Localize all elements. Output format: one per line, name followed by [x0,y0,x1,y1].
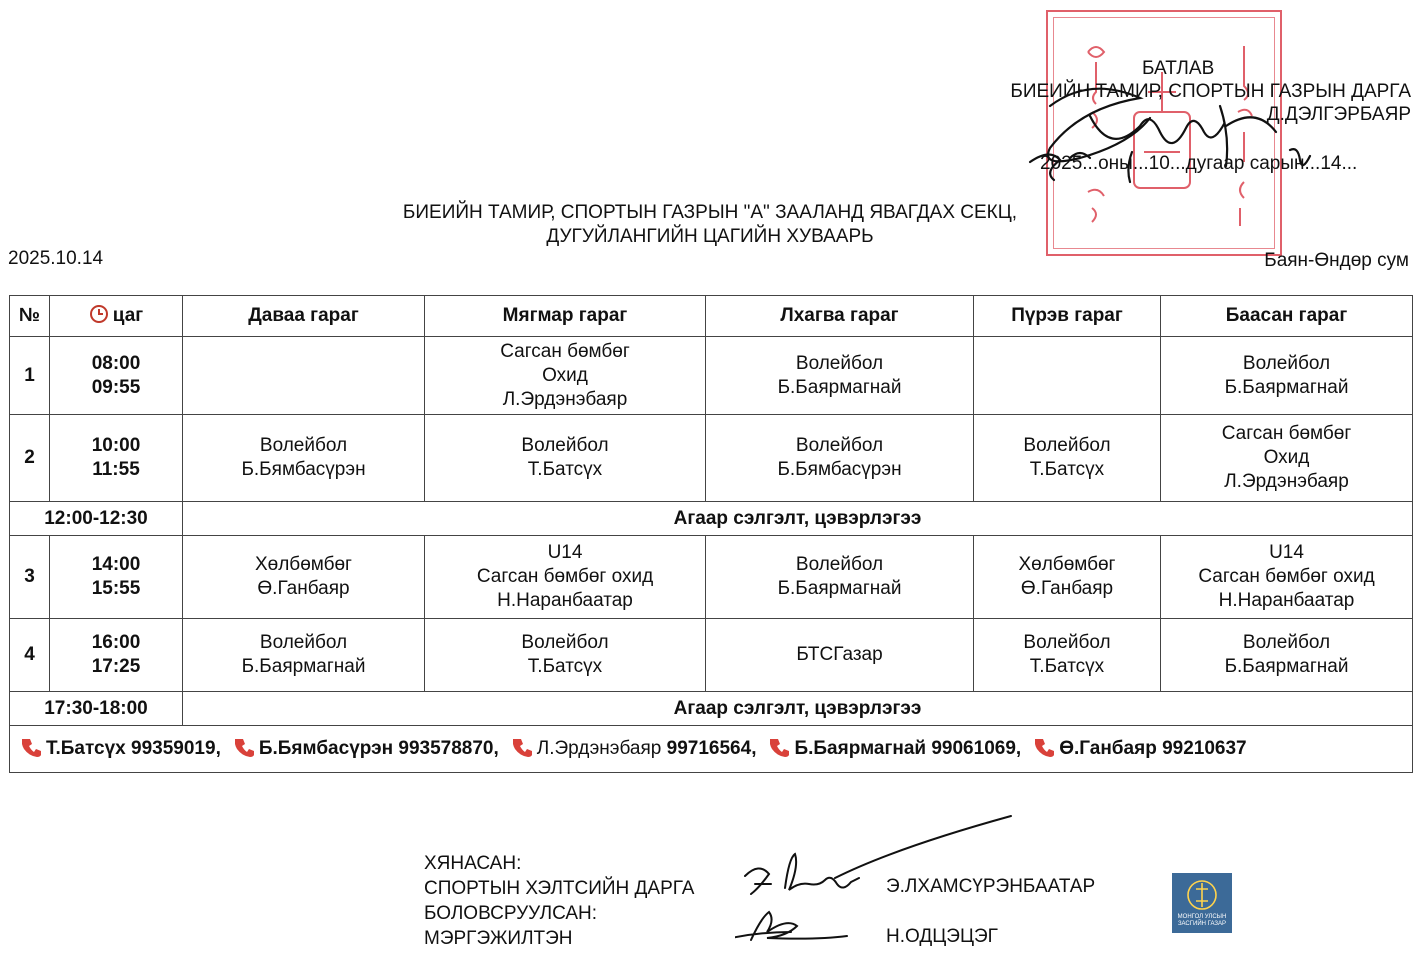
contact-separator: , [1015,738,1022,759]
time-end: 15:55 [91,578,141,599]
phone-icon [1035,737,1055,757]
footer-block [424,851,694,951]
time-slot [50,337,183,415]
approval-position: БИЕИЙН ТАМИР, СПОРТЫН ГАЗРЫН ДАРГА [1010,81,1411,102]
contact-name: Т.Батсүх [46,738,126,759]
cell-line: Б.Баярмагнай [777,376,902,398]
time-start: 10:00 [91,435,141,456]
schedule-table [9,295,1413,773]
soyombo-emblem-icon [1172,873,1232,915]
approval-name: Д.ДЭЛГЭРБАЯР [1266,104,1411,125]
contact-phone: 99210637 [1162,738,1247,759]
cell-line: БТСГазар [796,644,883,665]
schedule-cell-monday [183,619,425,692]
cell-line: Волейбол [1242,352,1331,374]
table-row [10,619,1413,692]
contact-phone: 99716564 [666,738,752,759]
schedule-cell-monday [183,415,425,502]
table-row [10,536,1413,619]
schedule-cell-thursday [974,619,1161,692]
cell-line: Волейбол [795,435,884,456]
table-row [10,415,1413,502]
phone-icon [770,737,790,757]
schedule-cell-tuesday [425,337,706,415]
schedule-cell-wednesday [706,536,974,619]
row-number: 1 [10,337,50,415]
break-time: 17:30-18:00 [10,692,183,726]
cell-line: Волейбол [1242,632,1331,653]
reviewer-signature [735,814,1025,944]
reviewed-label: ХЯНАСАН: [424,853,522,874]
schedule-cell-monday [183,337,425,415]
prepared-label: БОЛОВСРУУЛСАН: [424,903,598,924]
cell-line: Волейбол [795,352,884,374]
contact-item [770,738,1021,759]
schedule-cell-friday [1161,415,1413,502]
header-time-label: цаг [112,305,144,326]
cell-line: Б.Баярмагнай [1224,656,1349,677]
government-logo [1172,873,1232,933]
contact-phone: 993578870 [398,738,494,759]
contact-item [1035,738,1246,759]
time-start: 14:00 [91,554,141,575]
contact-item [235,738,499,759]
cell-line: Ө.Ганбаяр [257,578,350,599]
cell-line: Н.Наранбаатар [497,590,633,611]
cell-line: Волейбол [521,435,609,456]
schedule-cell-friday [1161,337,1413,415]
schedule-cell-thursday [974,337,1161,415]
schedule-cell-friday [1161,619,1413,692]
cell-line: Л.Эрдэнэбаяр [1224,471,1349,492]
time-end: 11:55 [92,459,140,480]
table-header-row [10,296,1413,337]
break-label: Агаар сэлгэлт, цэвэрлэгээ [183,692,1413,726]
row-number: 3 [10,536,50,619]
contact-separator: , [751,738,757,759]
clock-icon [89,304,109,324]
cell-line: Т.Батсүх [527,656,603,677]
cell-line: Волейбол [521,632,609,653]
contact-phone: 99061069 [931,738,1016,759]
phone-icon [513,737,533,757]
cell-line: Н.Наранбаатар [1218,590,1355,611]
time-slot [50,415,183,502]
cell-line: Волейбол [795,554,884,575]
document-date: 2025.10.14 [8,248,104,269]
schedule-cell-tuesday [425,415,706,502]
prepared-position: МЭРГЭЖИЛТЭН [424,928,573,949]
schedule-cell-tuesday [425,619,706,692]
cell-line: Охид [542,364,588,386]
contacts-cell [10,726,1413,773]
contact-item [22,738,221,759]
schedule-cell-thursday [974,415,1161,502]
approval-date-line: 2025...оны...10...дугаар сарын...14... [1040,153,1358,174]
contact-item [513,738,757,759]
header-thursday: Пүрэв гараг [974,296,1161,337]
contact-separator: , [215,738,221,759]
cell-line: Сагсан бөмбөг [1221,423,1352,444]
schedule-cell-tuesday [425,536,706,619]
cell-line: Б.Бямбасүрэн [241,459,366,480]
break-row [10,502,1413,536]
cell-line: Б.Баярмагнай [777,578,902,599]
schedule-cell-wednesday [706,619,974,692]
cell-line: Волейбол [1023,632,1111,653]
phone-icon [22,737,42,757]
cell-line: Т.Батсүх [1029,656,1105,677]
header-number: № [10,296,50,337]
cell-line: Б.Бямбасүрэн [777,459,902,480]
contact-name: Б.Баярмагнай [794,738,927,759]
contact-name: Б.Бямбасүрэн [258,738,394,759]
break-row [10,692,1413,726]
cell-line: U14 [547,542,583,563]
contact-separator: , [493,738,499,759]
cell-line: Сагсан бөмбөг [500,340,630,362]
header-friday: Баасан гараг [1161,296,1413,337]
row-number: 4 [10,619,50,692]
schedule-cell-thursday [974,536,1161,619]
cell-line: Хөлбөмбөг [1018,554,1116,575]
reviewed-position: СПОРТЫН ХЭЛТСИЙН ДАРГА [424,878,695,899]
contact-name: Л.Эрдэнэбаяр [536,738,662,759]
director-signature [1020,66,1330,186]
header-monday: Даваа гараг [183,296,425,337]
prepared-name: Н.ОДЦЭЦЭГ [886,926,998,947]
approval-title: БАТЛАВ [1142,58,1215,79]
reviewed-name: Э.ЛХАМСҮРЭНБААТАР [886,876,1096,897]
contacts-row [10,726,1413,773]
table-row [10,337,1413,415]
cell-line: Т.Батсүх [1029,459,1105,480]
cell-line: U14 [1269,542,1304,563]
time-end: 17:25 [91,656,141,677]
time-end: 09:55 [91,376,141,398]
document-place: Баян-Өндөр сум [1264,250,1409,271]
time-start: 16:00 [91,632,141,653]
row-number: 2 [10,415,50,502]
cell-line: Волейбол [259,435,348,456]
schedule-cell-friday [1161,536,1413,619]
document-title-line1: БИЕИЙН ТАМИР, СПОРТЫН ГАЗРЫН "А" ЗААЛАНД ЯВАГДАХ СЕКЦ, [402,202,1018,223]
break-time: 12:00-12:30 [10,502,183,536]
cell-line: Б.Баярмагнай [241,656,366,677]
document-title [300,201,1120,249]
time-slot [50,619,183,692]
cell-line: Л.Эрдэнэбаяр [502,388,628,410]
logo-text [1172,914,1232,928]
header-time [50,296,183,337]
schedule-cell-wednesday [706,337,974,415]
cell-line: Сагсан бөмбөг охид [1198,566,1375,587]
schedule-cell-monday [183,536,425,619]
break-label: Агаар сэлгэлт, цэвэрлэгээ [183,502,1413,536]
time-slot [50,536,183,619]
header-tuesday: Мягмар гараг [425,296,706,337]
schedule-cell-wednesday [706,415,974,502]
cell-line: Хөлбөмбөг [254,554,352,575]
contact-phone: 99359019 [131,738,216,759]
time-start: 08:00 [91,352,141,374]
header-wednesday: Лхагва гараг [706,296,974,337]
logo-text-line1: МОНГОЛ УЛСЫН [1177,914,1227,920]
cell-line: Т.Батсүх [527,459,603,480]
logo-text-line2: ЗАСГИЙН ГАЗАР [1177,921,1227,927]
cell-line: Волейбол [259,632,348,653]
phone-icon [235,737,255,757]
document-title-line2: ДУГУЙЛАНГИЙН ЦАГИЙН ХУВААРЬ [546,226,874,247]
cell-line: Волейбол [1023,435,1111,456]
cell-line: Б.Баярмагнай [1224,376,1349,398]
contact-name: Ө.Ганбаяр [1059,738,1157,759]
cell-line: Охид [1263,447,1310,468]
cell-line: Сагсан бөмбөг охид [476,566,654,587]
cell-line: Ө.Ганбаяр [1020,578,1114,599]
